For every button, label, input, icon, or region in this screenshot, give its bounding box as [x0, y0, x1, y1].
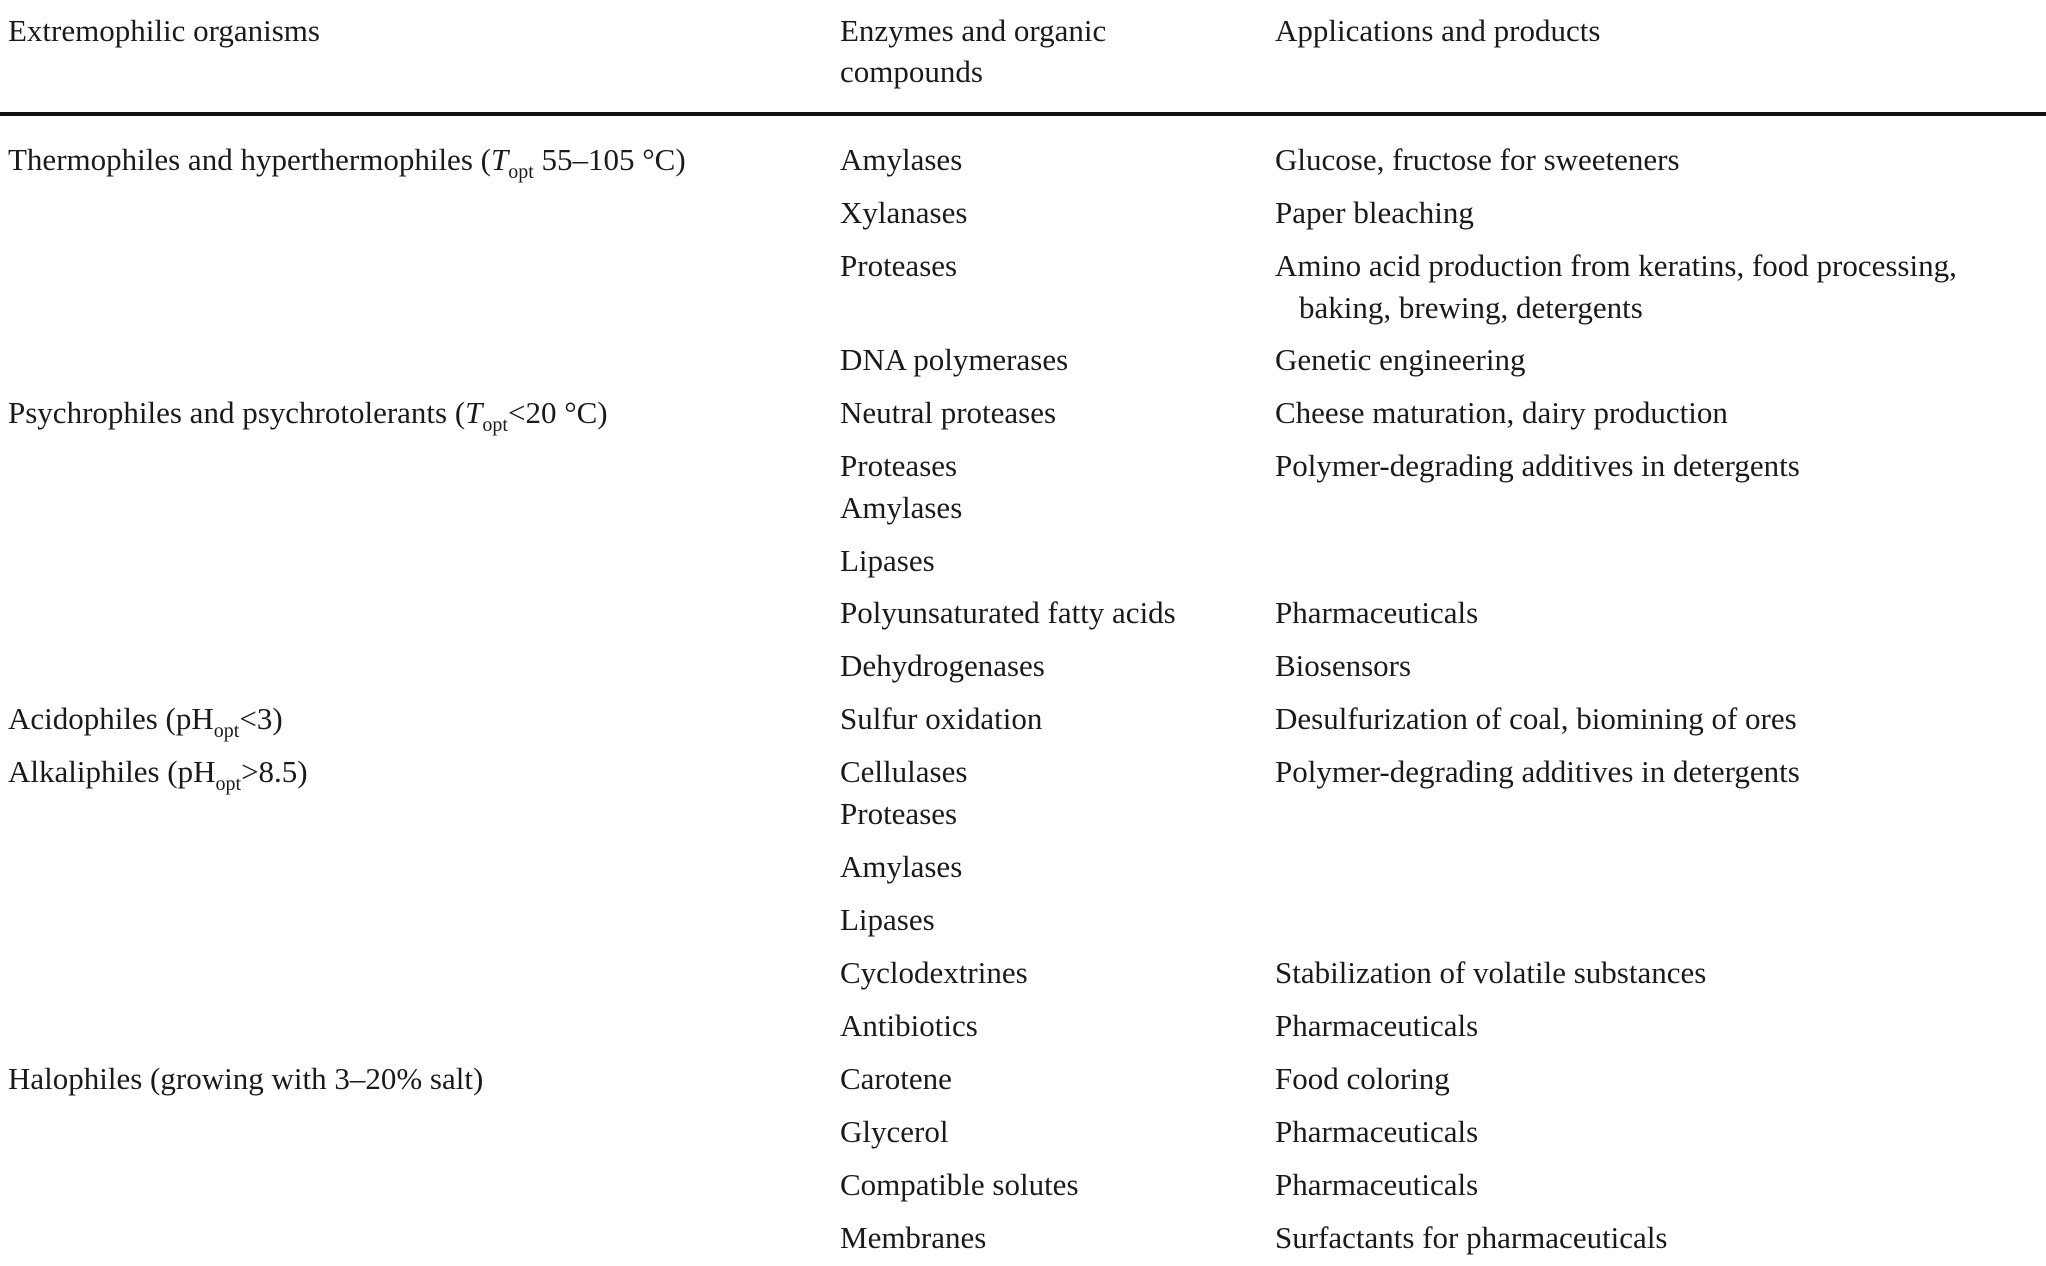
header-organisms: Extremophilic organisms — [8, 13, 320, 48]
table-row-application: Food coloring — [1275, 1061, 1450, 1096]
group-acidophiles-post: <3) — [239, 701, 283, 736]
table-row-compound: Cellulases — [840, 754, 968, 789]
table-row-compound: Xylanases — [840, 195, 968, 230]
group-psychrophiles-post: <20 °C) — [507, 395, 608, 430]
table-row-application: Biosensors — [1275, 648, 1412, 683]
group-alkaliphiles-sub: opt — [215, 773, 242, 795]
table-row-compound: Amylases — [840, 849, 963, 884]
table-row-application: Genetic engineering — [1275, 342, 1526, 377]
group-psychrophiles-pre: Psychrophiles and psychrotolerants ( — [8, 395, 466, 430]
table-row-application: Polymer-degrading additives in detergents — [1275, 448, 1800, 483]
table-row-compound: Sulfur oxidation — [840, 701, 1043, 736]
table-row-application: Pharmaceuticals — [1275, 1167, 1479, 1202]
header-rule — [0, 112, 2046, 116]
table-row-application: Surfactants for pharmaceuticals — [1275, 1220, 1668, 1255]
table-row-application: Glucose, fructose for sweeteners — [1275, 142, 1680, 177]
group-psychrophiles-sub: opt — [482, 414, 508, 436]
table-row-compound: Cyclodextrines — [840, 955, 1028, 990]
table-row-compound: Compatible solutes — [840, 1167, 1079, 1202]
group-thermophiles — [8, 139, 686, 181]
group-alkaliphiles — [8, 751, 308, 793]
group-acidophiles-pre: Acidophiles (pH — [8, 701, 214, 736]
group-psychrophiles — [8, 392, 608, 434]
group-halophiles: Halophiles (growing with 3–20% salt) — [8, 1061, 484, 1096]
table-row-compound: Lipases — [840, 902, 935, 937]
table-row-compound: Glycerol — [840, 1114, 949, 1149]
group-psychrophiles-var: T — [465, 395, 483, 430]
header-applications: Applications and products — [1275, 13, 1601, 48]
table-row-compound: Neutral proteases — [840, 395, 1057, 430]
table-row-compound-cont: Proteases — [840, 796, 958, 831]
table-row-compound: Proteases — [840, 248, 958, 283]
table-row-application: Cheese maturation, dairy production — [1275, 395, 1728, 430]
group-thermophiles-sub: opt — [508, 161, 534, 183]
group-acidophiles-sub: opt — [213, 720, 240, 742]
table-row-application: Pharmaceuticals — [1275, 595, 1479, 630]
table-row-compound-cont: Amylases — [840, 490, 963, 525]
header-compounds-line2: compounds — [840, 54, 983, 89]
group-alkaliphiles-post: >8.5) — [241, 754, 308, 789]
table-row-compound: Polyunsaturated fatty acids — [840, 595, 1176, 630]
table-row-compound: Amylases — [840, 142, 963, 177]
table-row-application: Stabilization of volatile substances — [1275, 955, 1707, 990]
table-row-application: Desulfurization of coal, biomining of ores — [1275, 701, 1797, 736]
header-compounds-line1: Enzymes and organic — [840, 13, 1107, 48]
group-alkaliphiles-pre: Alkaliphiles (pH — [8, 754, 216, 789]
group-thermophiles-post: 55–105 °C) — [533, 142, 686, 177]
table-row-application-cont: baking, brewing, detergents — [1299, 290, 1643, 325]
group-acidophiles — [8, 698, 283, 740]
table-row-compound: Antibiotics — [840, 1008, 978, 1043]
table-row-compound: Lipases — [840, 543, 935, 578]
group-thermophiles-var: T — [490, 142, 509, 177]
table-row-application: Amino acid production from keratins, food processing, — [1275, 248, 1957, 283]
table-row-compound: Proteases — [840, 448, 958, 483]
table-row-compound: Membranes — [840, 1220, 987, 1255]
table-row-application: Pharmaceuticals — [1275, 1008, 1479, 1043]
table-row-application: Paper bleaching — [1275, 195, 1474, 230]
table-row-compound: Dehydrogenases — [840, 648, 1045, 683]
table-row-application: Pharmaceuticals — [1275, 1114, 1479, 1149]
table-row-compound: Carotene — [840, 1061, 952, 1096]
table-row-compound: DNA polymerases — [840, 342, 1069, 377]
group-thermophiles-pre: Thermophiles and hyperthermophiles ( — [8, 142, 491, 177]
table-row-application: Polymer-degrading additives in detergents — [1275, 754, 1800, 789]
